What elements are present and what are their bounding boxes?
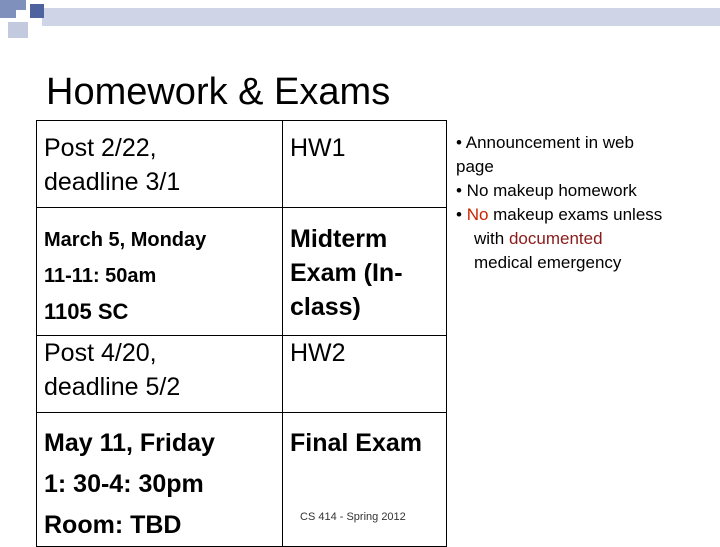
schedule-when-cell <box>37 121 283 208</box>
schedule-when-line: May 11, Friday <box>44 429 215 457</box>
schedule-when-cell <box>37 413 283 547</box>
schedule-when-line: deadline 5/2 <box>44 373 181 401</box>
schedule-when-line: 1105 SC <box>44 299 129 324</box>
schedule-when-line: deadline 3/1 <box>44 168 181 196</box>
table-row <box>37 336 447 413</box>
note-text: makeup exams unless <box>488 205 663 224</box>
notes-list <box>456 131 716 275</box>
note-line: • No makeup homework <box>456 181 637 200</box>
note-line: • Announcement in web <box>456 133 634 152</box>
schedule-what-text: HW2 <box>290 339 346 367</box>
schedule-what-text: Midterm <box>290 225 388 253</box>
schedule-when-line: Post 2/22, <box>44 134 157 162</box>
page-title: Homework & Exams <box>46 71 391 113</box>
slide-footer: CS 414 - Spring 2012 <box>300 511 406 523</box>
schedule-what-cell <box>283 336 447 413</box>
schedule-when-cell <box>37 336 283 413</box>
table-row <box>37 121 447 208</box>
schedule-when-cell <box>37 208 283 336</box>
schedule-when-line: Post 4/20, <box>44 339 157 367</box>
header-decoration-bar <box>42 8 720 26</box>
note-line: medical emergency <box>474 253 622 272</box>
schedule-when-line: March 5, Monday <box>44 229 207 251</box>
emphasis-documented: documented <box>508 229 603 248</box>
schedule-what-cell <box>283 121 447 208</box>
schedule-when-line: Room: TBD <box>44 511 182 539</box>
schedule-table <box>36 120 447 547</box>
schedule-when-line: 11-11: 50am <box>44 265 157 287</box>
schedule-what-text: Final Exam <box>290 429 422 457</box>
schedule-what-text: Exam (In- <box>290 259 403 287</box>
note-line: page <box>456 157 494 176</box>
bullet-marker: • <box>456 205 467 224</box>
schedule-what-cell <box>283 413 447 547</box>
table-row <box>37 208 447 336</box>
table-row <box>37 413 447 547</box>
decoration-square <box>8 22 28 38</box>
schedule-what-text: class) <box>290 293 361 321</box>
schedule-when-line: 1: 30-4: 30pm <box>44 470 204 498</box>
schedule-what-cell <box>283 208 447 336</box>
note-text: with <box>474 229 509 248</box>
note-line <box>456 203 716 227</box>
emphasis-no: No <box>466 205 489 224</box>
schedule-what-text: HW1 <box>290 134 346 162</box>
decoration-square <box>30 4 44 18</box>
note-line <box>456 227 716 251</box>
